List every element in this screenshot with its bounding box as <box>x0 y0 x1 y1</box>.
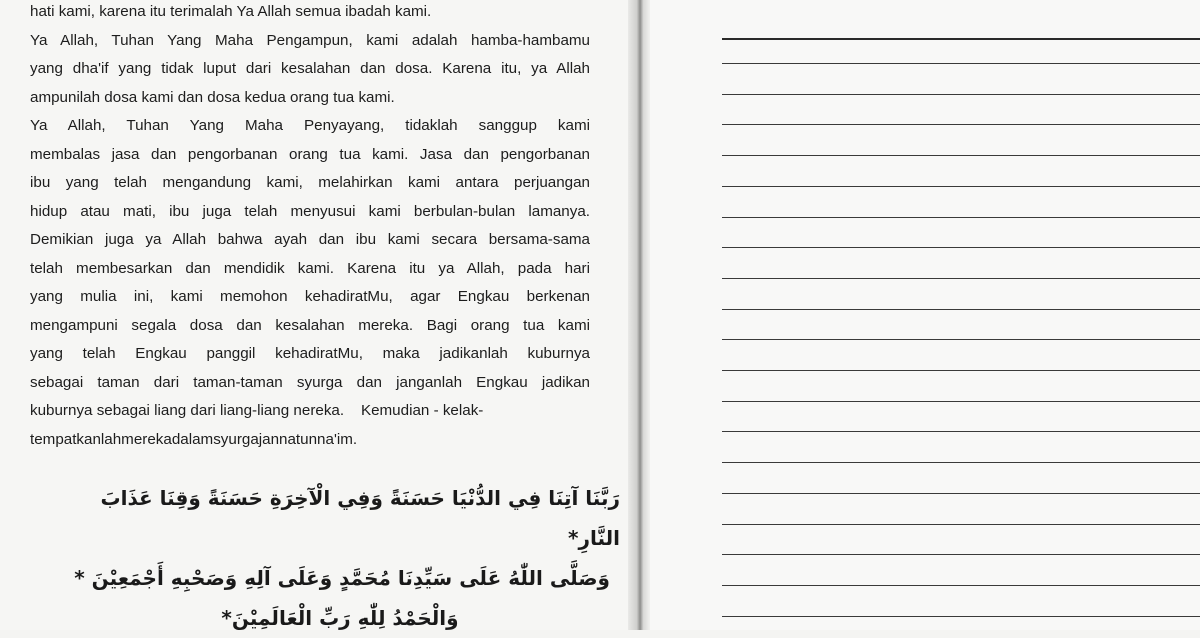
ruled-line <box>722 462 1200 463</box>
ruled-line <box>722 401 1200 402</box>
text-line: tempatkanlahmerekadalamsyurgajannatunna'im. <box>30 430 358 448</box>
text-line: sebagai taman dari taman-taman syurga dan janganlah Engkau jadikan <box>30 373 590 391</box>
text-line: Ya Allah, Tuhan Yang Maha Penyayang, tidaklah sanggup kami <box>30 117 590 134</box>
text-line: ibu yang telah mengandung kami, melahirkan kami antara perjuangan <box>30 174 590 191</box>
ruled-line <box>722 339 1200 340</box>
text-line: hidup atau mati, ibu juga telah menyusui kami berbulan-bulan lamanya. <box>30 202 590 220</box>
text-line: hati kami, karena itu terimalah Ya Allah semua ibadah kami. <box>30 3 432 20</box>
text-line: yang mulia ini, kami memohon kehadiratMu, agar Engkau berkenan <box>30 288 590 305</box>
prayer-text <box>30 0 590 454</box>
text-line: kuburnya sebagai liang dari liang-liang nereka. Kemudian - kelak- <box>30 402 484 419</box>
ruled-line <box>722 217 1200 218</box>
arabic-line: رَبَّنَا آتِنَا فِي الدُّنْيَا حَسَنَةً وَفِي الْآخِرَةِ حَسَنَةً وَقِنَا عَذَابَ النَّارِ* <box>100 486 620 550</box>
ruled-line <box>722 431 1200 432</box>
ruled-line <box>722 155 1200 156</box>
book-gutter <box>628 0 650 630</box>
text-line: yang telah Engkau panggil kehadiratMu, maka jadikanlah kuburnya <box>30 345 590 362</box>
text-line: mengampuni segala dosa dan kesalahan mereka. Bagi orang tua kami <box>30 316 590 334</box>
arabic-prayer <box>60 478 620 638</box>
ruled-line <box>722 247 1200 248</box>
ruled-line <box>722 278 1200 279</box>
arabic-line: وَصَلَّى اللّٰهُ عَلَى سَيِّدِنَا مُحَمَّدٍ وَعَلَى آلِهِ وَصَحْبِهِ أَجْمَعِيْنَ * <box>74 566 610 590</box>
text-line: telah membesarkan dan mendidik kami. Karena itu ya Allah, pada hari <box>30 259 590 277</box>
ruled-line <box>722 63 1200 64</box>
text-line: Ya Allah, Tuhan Yang Maha Pengampun, kami adalah hamba-hambamu <box>30 31 590 49</box>
arabic-line: وَالْحَمْدُ لِلّٰهِ رَبِّ الْعَالَمِيْنَ* <box>221 606 459 630</box>
ruled-line <box>722 370 1200 371</box>
ruled-line <box>722 186 1200 187</box>
ruled-line <box>722 94 1200 95</box>
ruled-line <box>722 524 1200 525</box>
text-line: ampunilah dosa kami dan dosa kedua orang tua kami. <box>30 88 395 106</box>
text-line: membalas jasa dan pengorbanan orang tua kami. Jasa dan pengorbanan <box>30 145 590 163</box>
ruled-line <box>722 309 1200 310</box>
ruled-line <box>722 585 1200 586</box>
ruled-line <box>722 493 1200 494</box>
ruled-line <box>722 124 1200 125</box>
ruled-line <box>722 616 1200 617</box>
ruled-line <box>722 554 1200 555</box>
text-line: yang dha'if yang tidak luput dari kesalahan dan dosa. Karena itu, ya Allah <box>30 60 590 77</box>
ruled-line <box>722 38 1200 40</box>
text-line: Demikian juga ya Allah bahwa ayah dan ibu kami secara bersama-sama <box>30 231 590 248</box>
